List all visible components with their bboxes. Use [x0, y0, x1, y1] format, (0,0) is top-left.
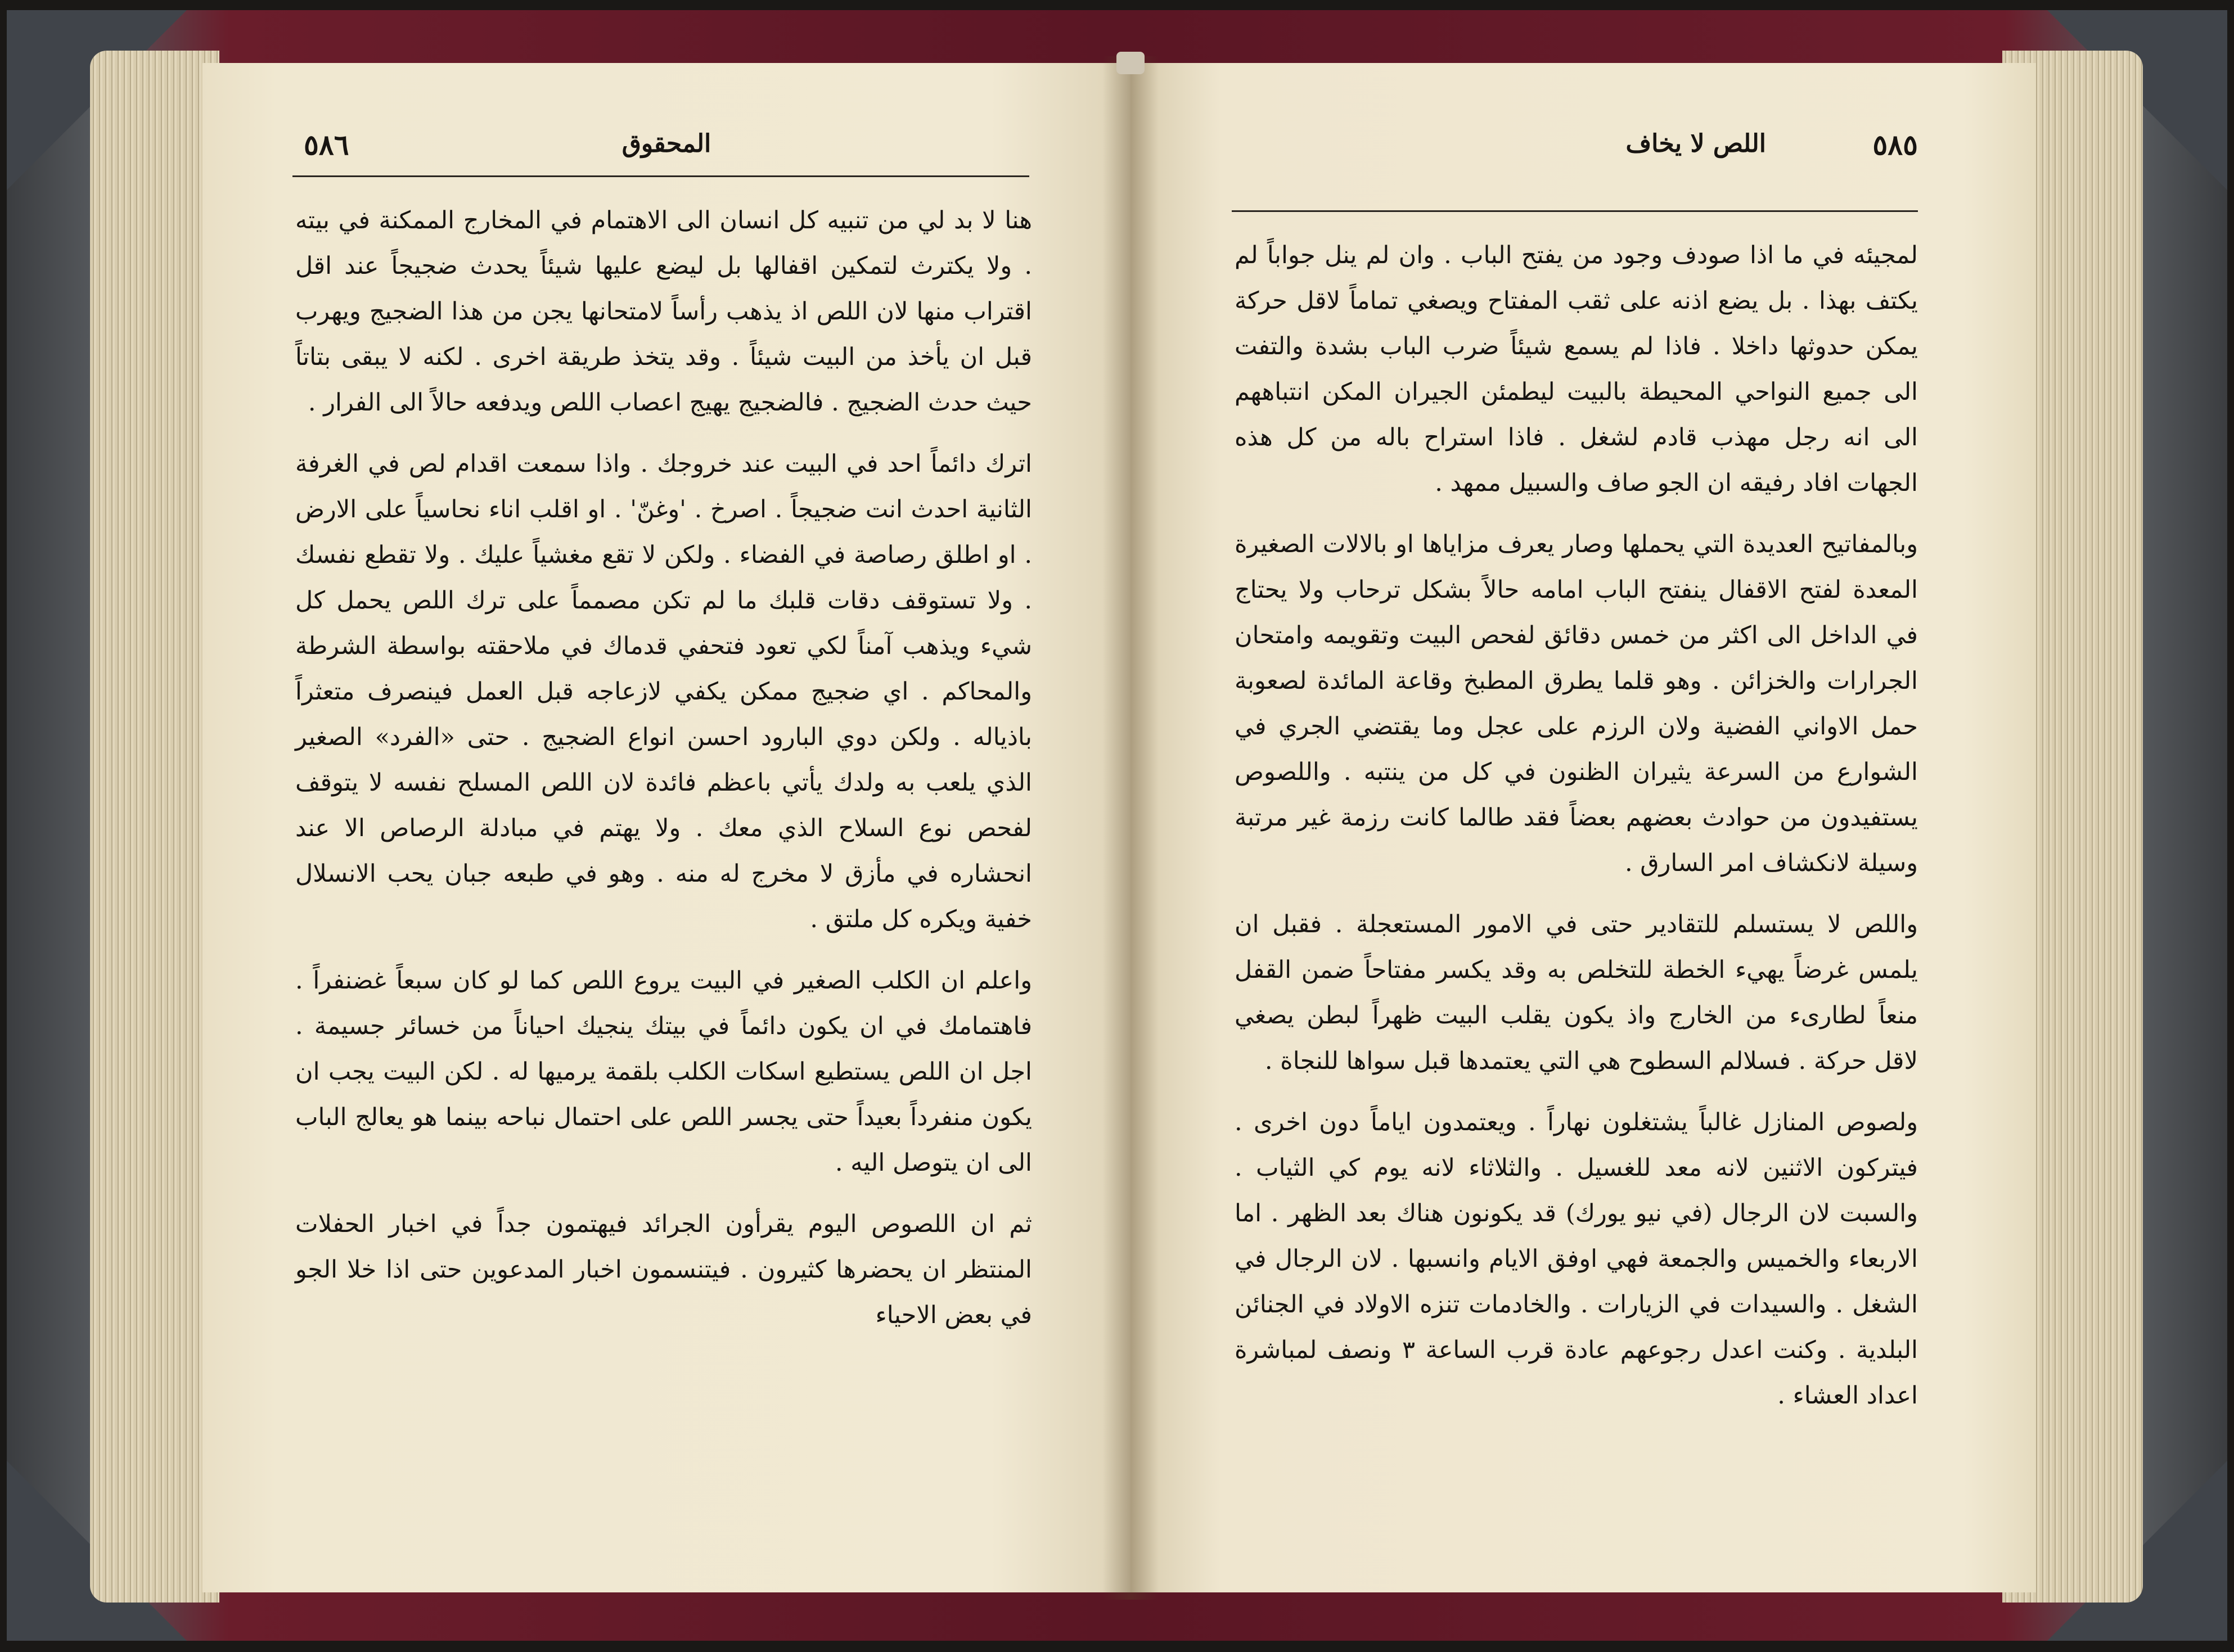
paragraph: ثم ان اللصوص اليوم يقرأون الجرائد فيهتمون جداً في اخبار الحفلات المنتظر ان يحضرها كثيرون . فيتنسمون اخبار المدعوين حتى اذا خلا الجو في بعض الاحياء — [295, 1210, 1032, 1329]
book-gutter — [1102, 56, 1159, 1600]
paragraph: واللص لا يستسلم للتقادير حتى في الامور المستعجلة . فقبل ان يلمس غرضاً يهيء الخطة للتخلص به وقد يكسر مفتاحاً ضمن القفل منعاً لطارىء من الخارج واذ يكون يقلب البيت ظهراً لبطن يصغي لاقل حركة . فسلالم السطوح هي التي يعتمدها قبل سواها للنجاة . — [1235, 910, 1918, 1075]
page-number: ٥٨٥ — [1872, 128, 1918, 161]
header-rule — [1232, 210, 1918, 212]
page-number: ٥٨٦ — [304, 128, 349, 161]
paragraph: واعلم ان الكلب الصغير في البيت يروع اللص كما لو كان سبعاً غضنفراً . فاهتمامك في ان يكون دائماً في بيتك ينجيك احياناً من خسائر جسيمة . اجل ان اللص يستطيع اسكات الكلب بلقمة يرميها له . لكن البيت يجب ان يكون منفرداً بعيداً حتى يجسر اللص على احتمال نباحه بينما هو يعالج الباب الى ان يتوصل اليه . — [295, 967, 1032, 1177]
page-edges-left — [90, 51, 219, 1603]
header-rule — [292, 175, 1029, 177]
left-page-header — [202, 125, 1130, 170]
body-text — [295, 198, 1032, 1354]
right-page-header — [1130, 125, 2036, 170]
paragraph: لمجيئه في ما اذا صودف وجود من يفتح الباب . وان لم ينل جواباً لم يكتف بهذا . بل يضع اذنه على ثقب المفتاح ويصغي تماماً لاقل حركة يمكن حدوثها داخلا . فاذا لم يسمع شيئاً ضرب الباب بشدة والتفت الى جميع النواحي المحيطة بالبيت ليطمئن الجيران المكن انتباههم الى انه رجل مهذب قادم لشغل . فاذا استراح باله من كل هذه الجهات افاد رفيقه ان الجو صاف والسبيل ممهد . — [1235, 241, 1918, 497]
paragraph: ولصوص المنازل غالباً يشتغلون نهاراً . ويعتمدون اياماً دون اخرى . فيتركون الاثنين لانه معد للغسيل . والثلاثاء لانه يوم كي الثياب . والسبت لان الرجال (في نيو يورك) قد يكونون هناك بعد الظهر . اما الاربعاء والخميس والجمعة فهي اوفق الايام وانسبها . لان الرجال في الشغل . والسيدات في الزيارات . والخادمات تنزه الاولاد في الجنائن البلدية . وكنت اعدل رجوعهم عادة قرب الساعة ٣ ونصف لمباشرة اعداد العشاء . — [1235, 1108, 1918, 1410]
running-title: المحقوق — [621, 129, 711, 158]
spine-thread — [1116, 52, 1145, 74]
paragraph: وبالمفاتيح العديدة التي يحملها وصار يعرف مزاياها او بالالات الصغيرة المعدة لفتح الاقفال ينفتح الباب امامه حالاً بشكل ترحاب ولا يحتاج في الداخل الى اكثر من خمس دقائق لفحص البيت وتقويمه وامتحان الجرارات والخزائن . وهو قلما يطرق المطبخ وقاعة المائدة لصعوبة حمل الاواني الفضية ولان الرزم على عجل وما يقتضي الجري في الشوارع من السرعة يثيران الظنون في كل من ينتبه . واللصوص يستفيدون من حوادث بعضهم بعضاً فقد طالما كانت رزمة غير مرتبة وسيلة لانكشاف امر السارق . — [1235, 530, 1918, 877]
paragraph: اترك دائماً احد في البيت عند خروجك . واذا سمعت اقدام لص في الغرفة الثانية احدث انت ضجيجاً . اصرخ . 'وغنّ' . او اقلب اناء نحاسياً على الارض . او اطلق رصاصة في الفضاء . ولكن لا تقع مغشياً عليك . ولا تقطع نفسك . ولا تستوقف دقات قلبك ما لم تكن مصمماً على ترك اللص يحمل كل شيء ويذهب آمناً لكي تعود فتحفي قدماك في ملاحقته بواسطة الشرطة والمحاكم . اي ضجيج ممكن يكفي لازعاجه قبل العمل فينصرف متعثراً باذياله . ولكن دوي البارود احسن انواع الضجيج . حتى «الفرد» الصغير الذي يلعب به ولدك يأتي باعظم فائدة لان اللص المسلح نفسه لا يتوقف لفحص نوع السلاح الذي معك . ولا يهتم في مبادلة الرصاص الا عند انحشاره في مأزق لا مخرج له منه . وهو في طبعه جبان يحب الانسلال خفية ويكره كل ملتق . — [295, 450, 1032, 933]
left-page — [202, 63, 1130, 1592]
paragraph: هنا لا بد لي من تنبيه كل انسان الى الاهتمام في المخارج الممكنة في بيته . ولا يكترث لتمكين اقفالها بل ليضع عليها شيئاً يحدث ضجيجاً عند اقل اقتراب منها لان اللص اذ يذهب رأساً لامتحانها يجن من هذا الضجيج ويهرب قبل ان يأخذ من البيت شيئاً . وقد يتخذ طريقة اخرى . لكنه لا يبقى بتاتاً حيث حدث الضجيج . فالضجيج يهيج اعصاب اللص ويدفعه حالاً الى الفرار . — [295, 206, 1032, 417]
body-text — [1235, 233, 1918, 1434]
right-page — [1130, 63, 2036, 1592]
running-title: اللص لا يخاف — [1625, 129, 1766, 158]
